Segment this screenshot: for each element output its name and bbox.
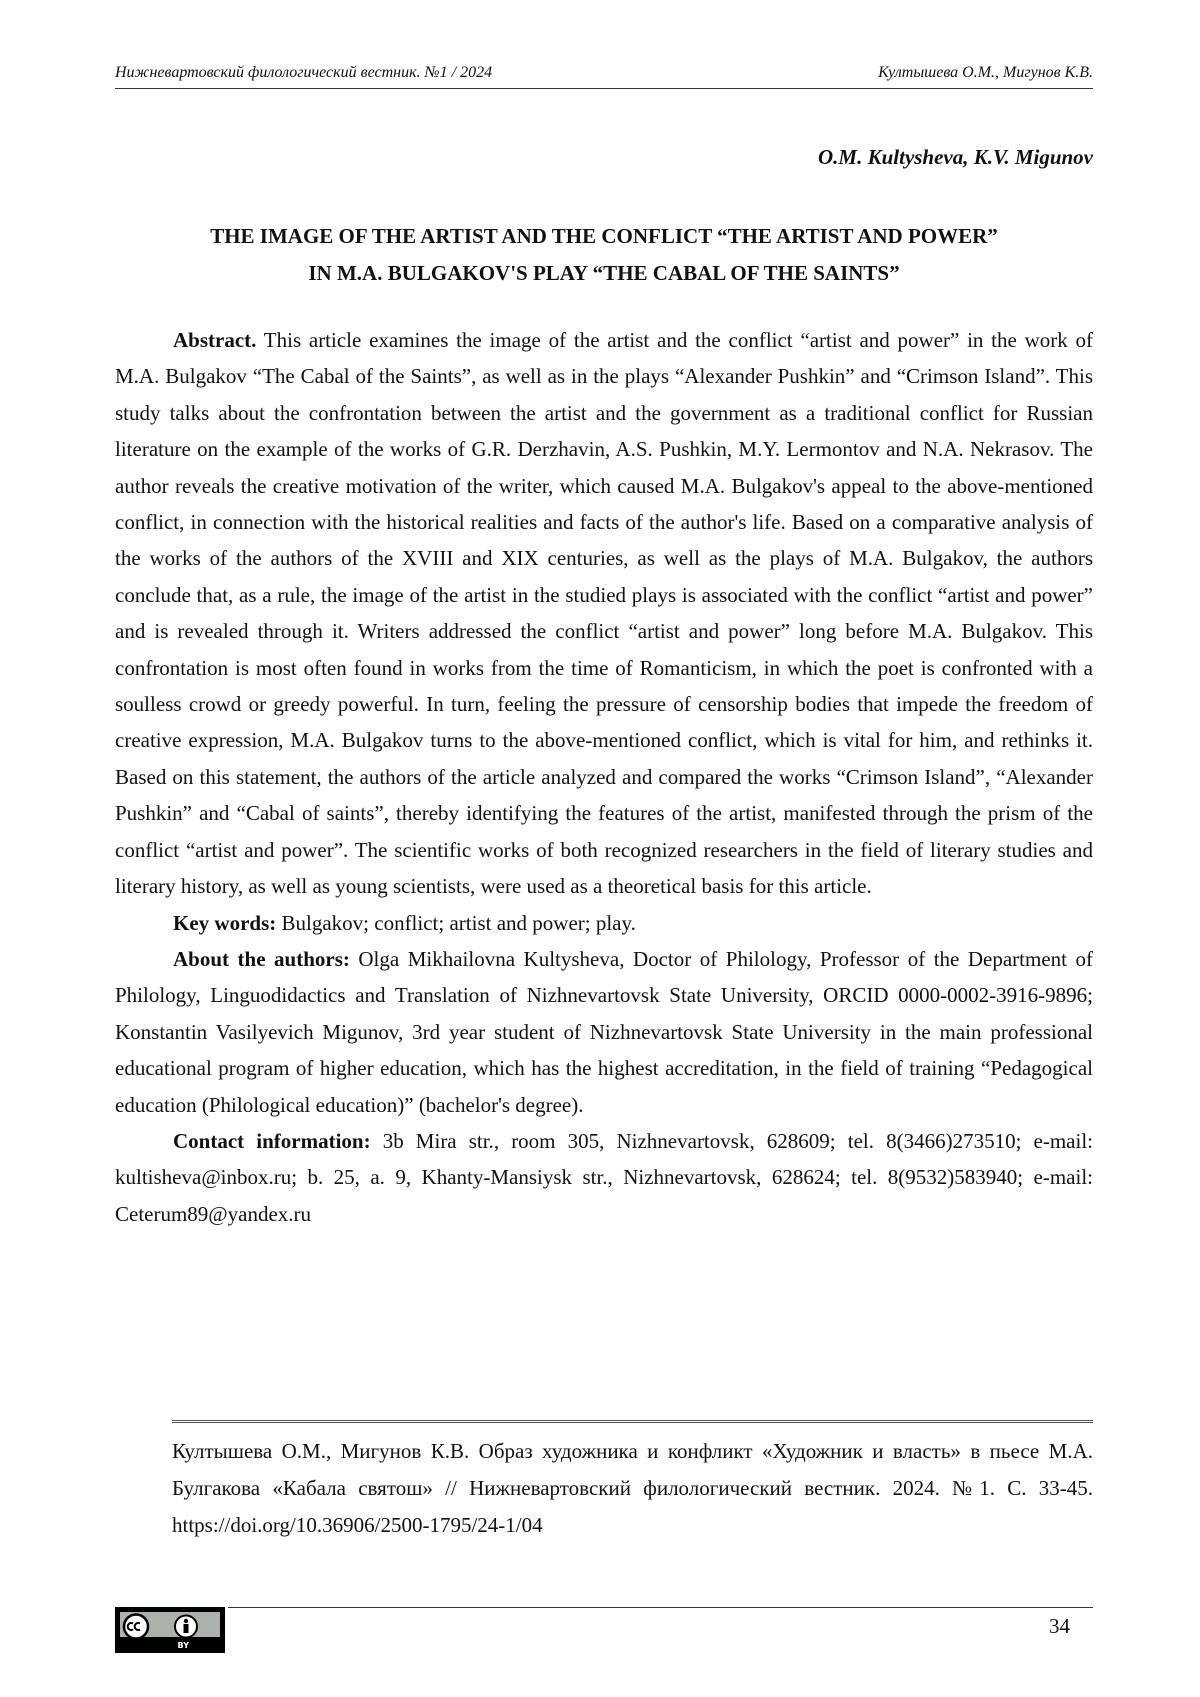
about-text: Olga Mikhailovna Kultysheva, Doctor of Philology, Professor of the Department of Philology, Linguodidactics and Translation of Nizhnevartovsk State University, ORCID 0000-0002-3916-9896; Konstantin Vasilyevich Migunov, 3rd year student of Nizhnevartovsk State University in the main professional educational program of higher education, which has the highest accreditation, in the field of training “Pedagogical education (Philological education)” (bachelor's degree).	[115, 946, 1093, 1117]
article-title	[115, 218, 1093, 292]
cc-by-icon	[120, 1612, 224, 1641]
journal-name: Нижневартовский филологический вестник. №1 / 2024	[115, 64, 493, 81]
title-line-1: THE IMAGE OF THE ARTIST AND THE CONFLICT “THE ARTIST AND POWER”	[210, 224, 998, 248]
about-label: About the authors:	[173, 946, 350, 971]
about-paragraph	[115, 941, 1093, 1123]
contact-label: Contact information:	[173, 1128, 371, 1153]
footer-rule	[228, 1607, 1093, 1608]
running-header	[115, 62, 1093, 89]
cc-by-license-badge	[115, 1607, 225, 1653]
header-authors: Култышева О.М., Мигунов К.В.	[878, 64, 1093, 81]
article-body	[115, 322, 1093, 1232]
abstract-paragraph	[115, 322, 1093, 905]
article-authors: O.M. Kultysheva, K.V. Migunov	[818, 145, 1093, 169]
contact-text: 3b Mira str., room 305, Nizhnevartovsk, 628609; tel. 8(3466)273510; e-mail: kultisheva@inbox.ru; b. 25, a. 9, Khanty-Mansiysk str., Nizhnevartovsk, 628624; tel. 8(9532)583940; e-mail: Ceterum89@yandex.ru	[115, 1128, 1093, 1226]
title-line-2: IN M.A. BULGAKOV'S PLAY “THE CABAL OF THE SAINTS”	[308, 261, 900, 285]
contact-paragraph	[115, 1123, 1093, 1232]
cc-by-text: BY	[177, 1641, 189, 1650]
abstract-text: This article examines the image of the artist and the conflict “artist and power” in the work of M.A. Bulgakov “The Cabal of the Saints”, as well as in the plays “Alexander Pushkin” and “Crimson Island”. This study talks about the confrontation between the artist and the government as a traditional conflict for Russian literature on the example of the works of G.R. Derzhavin, A.S. Pushkin, M.Y. Lermontov and N.A. Nekrasov. The author reveals the creative motivation of the writer, which caused M.A. Bulgakov's appeal to the above-mentioned conflict, in connection with the historical realities and facts of the author's life. Based on a comparative analysis of the works of the authors of the XVIII and XIX centuries, as well as the plays of M.A. Bulgakov, the authors conclude that, as a rule, the image of the artist in the studied plays is associated with the conflict “artist and power” and is revealed through it. Writers addressed the conflict “artist and power” long before M.A. Bulgakov. This confrontation is most often found in works from the time of Romanticism, in which the poet is confronted with a soulless crowd or greedy powerful. In turn, feeling the pressure of censorship bodies that impede the freedom of creative expression, M.A. Bulgakov turns to the above-mentioned conflict, which is vital for him, and rethinks it. Based on this statement, the authors of the article analyzed and compared the works “Crimson Island”, “Alexander Pushkin” and “Cabal of saints”, thereby identifying the features of the artist, manifested through the prism of the conflict “artist and power”. The scientific works of both recognized researchers in the field of literary studies and literary history, as well as young scientists, were used as a theoretical basis for this article.	[115, 328, 1093, 899]
citation-block: Култышева О.М., Мигунов К.В. Образ художника и конфликт «Художник и власть» в пьесе М.А. Булгакова «Кабала святош» // Нижневартовский филологический вестник. 2024. №1. С. 33-45. https://doi.org/10.36906/2500-1795/24-1/04	[172, 1420, 1093, 1544]
abstract-label: Abstract.	[173, 328, 257, 352]
page-number: 34	[1049, 1614, 1070, 1638]
keywords-text: Bulgakov; conflict; artist and power; play.	[276, 910, 636, 935]
keywords-label: Key words:	[173, 910, 277, 935]
keywords-paragraph	[115, 905, 1093, 941]
